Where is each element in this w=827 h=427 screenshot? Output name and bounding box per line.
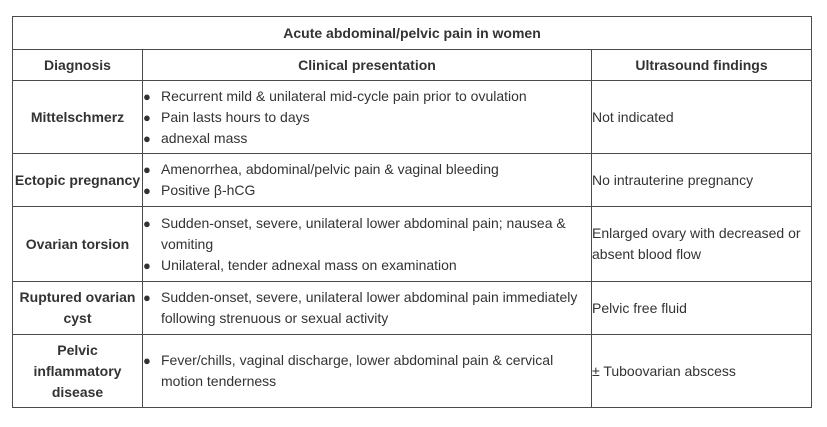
presentation-list (143, 213, 591, 276)
list-item (143, 107, 591, 128)
list-item (143, 86, 591, 107)
list-item (143, 350, 591, 392)
list-item (143, 287, 591, 329)
diagnosis-cell: Ruptured ovarian cyst (13, 282, 143, 335)
presentation-list (143, 159, 591, 201)
table-row (13, 335, 812, 408)
header-diagnosis: Diagnosis (13, 50, 143, 81)
presentation-list (143, 86, 591, 149)
list-item-text: Sudden-onset, severe, unilateral lower abdominal pain immediately following strenuous or sexual activity (161, 289, 578, 326)
list-item (143, 128, 591, 149)
list-item-text: Sudden-onset, severe, unilateral lower abdominal pain; nausea & vomiting (161, 214, 566, 252)
bullet-icon: ● (143, 109, 151, 125)
ultrasound-cell: ± Tuboovarian abscess (592, 335, 812, 408)
header-clinical-presentation: Clinical presentation (143, 50, 592, 81)
table-row (13, 81, 812, 154)
ultrasound-cell: Enlarged ovary with decreased or absent blood flow (592, 207, 812, 282)
bullet-icon: ● (143, 130, 151, 146)
bullet-icon: ● (143, 215, 151, 231)
list-item-text: adnexal mass (161, 129, 248, 146)
list-item-text: Positive β-hCG (161, 182, 256, 198)
ultrasound-cell: Not indicated (592, 81, 812, 154)
list-item-text: Recurrent mild & unilateral mid-cycle pain prior to ovulation (161, 87, 527, 104)
bullet-icon: ● (143, 353, 151, 368)
diagnosis-cell: Ectopic pregnancy (13, 154, 143, 207)
diagnosis-cell: Pelvic inflammatory disease (13, 335, 143, 408)
diagnosis-table (12, 16, 812, 408)
list-item-text: Fever/chills, vaginal discharge, lower abdominal pain & cervical motion tenderness (161, 352, 554, 389)
list-item (143, 180, 591, 201)
presentation-cell (143, 335, 592, 408)
bullet-icon: ● (143, 290, 151, 305)
presentation-cell (143, 207, 592, 282)
ultrasound-cell: Pelvic free fluid (592, 282, 812, 335)
list-item-text: Unilateral, tender adnexal mass on examination (161, 256, 457, 273)
table-row (13, 154, 812, 207)
list-item-text: Pain lasts hours to days (161, 108, 310, 125)
presentation-cell (143, 154, 592, 207)
bullet-icon: ● (143, 88, 151, 104)
presentation-list (143, 287, 591, 329)
list-item (143, 213, 591, 255)
header-ultrasound-findings: Ultrasound findings (592, 50, 812, 81)
table-title: Acute abdominal/pelvic pain in women (13, 17, 812, 50)
bullet-icon: ● (143, 183, 151, 198)
table-row (13, 207, 812, 282)
presentation-cell (143, 282, 592, 335)
diagnosis-cell: Mittelschmerz (13, 81, 143, 154)
ultrasound-cell: No intrauterine pregnancy (592, 154, 812, 207)
bullet-icon: ● (143, 257, 151, 273)
presentation-cell (143, 81, 592, 154)
table-row (13, 282, 812, 335)
presentation-list (143, 350, 591, 392)
list-item (143, 255, 591, 276)
diagnosis-cell: Ovarian torsion (13, 207, 143, 282)
list-item (143, 159, 591, 180)
list-item-text: Amenorrhea, abdominal/pelvic pain & vaginal bleeding (161, 161, 499, 177)
bullet-icon: ● (143, 162, 151, 177)
